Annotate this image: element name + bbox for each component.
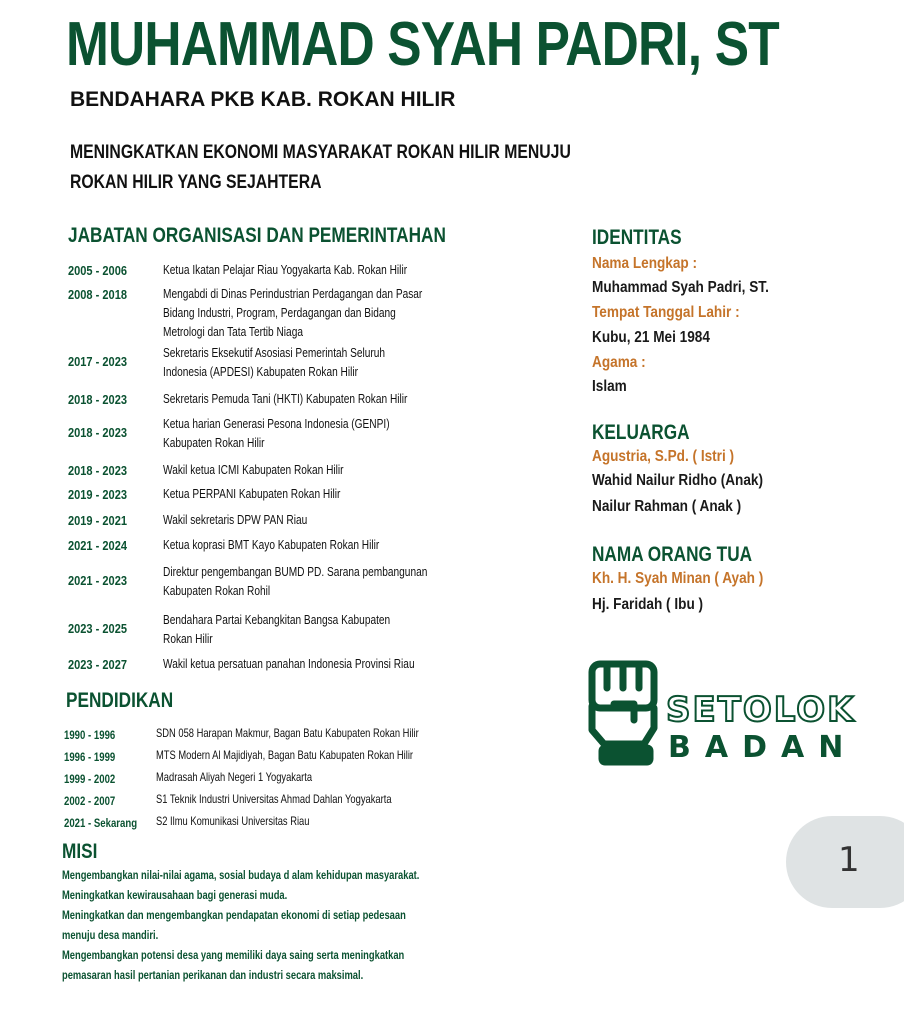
- misi-line: pemasaran hasil pertanian perikanan dan industri secara maksimal.: [62, 968, 364, 982]
- jabatan-description: Bidang Industri, Program, Perdagangan dan Bidang: [163, 305, 396, 320]
- page-number: 1: [838, 840, 860, 880]
- jabatan-years: 2021 - 2023: [68, 573, 127, 588]
- pendidikan-years: 1999 - 2002: [64, 772, 116, 786]
- name-label: Nama Lengkap :: [592, 255, 698, 272]
- jabatan-years: 2018 - 2023: [68, 463, 127, 478]
- ttl-label: Tempat Tanggal Lahir :: [592, 304, 740, 321]
- jabatan-years: 2017 - 2023: [68, 354, 127, 369]
- misi-title: MISI: [62, 840, 98, 863]
- spouse: Agustria, S.Pd. ( Istri ): [592, 448, 735, 465]
- jabatan-title: JABATAN ORGANISASI DAN PEMERINTAHAN: [68, 224, 446, 247]
- child-1: Wahid Nailur Ridho (Anak): [592, 472, 764, 489]
- jabatan-description: Ketua PERPANI Kabupaten Rokan Hilir: [163, 486, 341, 501]
- misi-line: menuju desa mandiri.: [62, 928, 159, 942]
- pendidikan-title: PENDIDIKAN: [66, 689, 174, 712]
- jabatan-years: 2018 - 2023: [68, 392, 127, 407]
- pendidikan-years: 1990 - 1996: [64, 728, 116, 742]
- agama-value: Islam: [592, 378, 627, 395]
- pendidikan-years: 2002 - 2007: [64, 794, 116, 808]
- jabatan-description: Kabupaten Rokan Rohil: [163, 583, 271, 598]
- motto: [70, 138, 571, 198]
- agama-label: Agama :: [592, 354, 646, 371]
- setolok-badan-logo: [584, 658, 864, 768]
- jabatan-years: 2023 - 2025: [68, 621, 127, 636]
- jabatan-description: Kabupaten Rokan Hilir: [163, 435, 265, 450]
- jabatan-description: Wakil sekretaris DPW PAN Riau: [163, 512, 308, 527]
- jabatan-description: Indonesia (APDESI) Kabupaten Rokan Hilir: [163, 364, 359, 379]
- father: Kh. H. Syah Minan ( Ayah ): [592, 570, 764, 587]
- jabatan-description: Sekretaris Eksekutif Asosiasi Pemerintah Seluruh: [163, 345, 386, 360]
- name-value: Muhammad Syah Padri, ST.: [592, 279, 769, 296]
- jabatan-description: Direktur pengembangan BUMD PD. Sarana pembangunan: [163, 564, 428, 579]
- candidate-name: MUHAMMAD SYAH PADRI, ST: [66, 10, 779, 79]
- mother: Hj. Faridah ( Ibu ): [592, 596, 704, 613]
- orangtua-title: NAMA ORANG TUA: [592, 543, 753, 566]
- misi-line: Mengembangkan nilai-nilai agama, sosial budaya d alam kehidupan masyarakat.: [62, 868, 420, 882]
- keluarga-title: KELUARGA: [592, 421, 690, 444]
- motto-line-2: ROKAN HILIR YANG SEJAHTERA: [70, 172, 322, 193]
- jabatan-years: 2023 - 2027: [68, 657, 127, 672]
- pendidikan-school: S1 Teknik Industri Universitas Ahmad Dahlan Yogyakarta: [156, 792, 392, 806]
- jabatan-description: Bendahara Partai Kebangkitan Bangsa Kabupaten: [163, 612, 391, 627]
- misi-line: Mengembangkan potensi desa yang memiliki daya saing serta meningkatkan: [62, 948, 405, 962]
- logo-text-2: BADAN: [668, 730, 858, 765]
- jabatan-years: 2018 - 2023: [68, 425, 127, 440]
- jabatan-description: Metrologi dan Tata Tertib Niaga: [163, 324, 303, 339]
- jabatan-years: 2021 - 2024: [68, 538, 127, 553]
- jabatan-description: Ketua harian Generasi Pesona Indonesia (GENPI): [163, 416, 390, 431]
- pendidikan-years: 2021 - Sekarang: [64, 816, 138, 830]
- jabatan-description: Sekretaris Pemuda Tani (HKTI) Kabupaten Rokan Hilir: [163, 391, 408, 406]
- ttl-value: Kubu, 21 Mei 1984: [592, 329, 710, 346]
- pendidikan-years: 1996 - 1999: [64, 750, 116, 764]
- jabatan-description: Ketua koprasi BMT Kayo Kabupaten Rokan Hilir: [163, 537, 380, 552]
- misi-line: Meningkatkan dan mengembangkan pendapatan ekonomi di setiap pedesaan: [62, 908, 406, 922]
- motto-line-1: MENINGKATKAN EKONOMI MASYARAKAT ROKAN HILIR MENUJU: [70, 142, 571, 163]
- jabatan-description: Mengabdi di Dinas Perindustrian Perdagangan dan Pasar: [163, 286, 423, 301]
- pendidikan-school: S2 Ilmu Komunikasi Universitas Riau: [156, 814, 310, 828]
- logo-text-1: SETOLOK: [666, 690, 856, 730]
- jabatan-years: 2019 - 2023: [68, 487, 127, 502]
- child-2: Nailur Rahman ( Anak ): [592, 498, 742, 515]
- jabatan-years: 2005 - 2006: [68, 263, 127, 278]
- jabatan-description: Wakil ketua persatuan panahan Indonesia Provinsi Riau: [163, 656, 415, 671]
- jabatan-years: 2019 - 2021: [68, 513, 127, 528]
- jabatan-years: 2008 - 2018: [68, 287, 127, 302]
- pendidikan-school: SDN 058 Harapan Makmur, Bagan Batu Kabupaten Rokan Hilir: [156, 726, 419, 740]
- identitas-title: IDENTITAS: [592, 226, 682, 249]
- jabatan-description: Rokan Hilir: [163, 631, 213, 646]
- jabatan-description: Wakil ketua ICMI Kabupaten Rokan Hilir: [163, 462, 344, 477]
- candidate-role: BENDAHARA PKB KAB. ROKAN HILIR: [70, 88, 456, 111]
- pendidikan-school: MTS Modern Al Majidiyah, Bagan Batu Kabupaten Rokan Hilir: [156, 748, 414, 762]
- jabatan-description: Ketua Ikatan Pelajar Riau Yogyakarta Kab. Rokan Hilir: [163, 262, 408, 277]
- pendidikan-school: Madrasah Aliyah Negeri 1 Yogyakarta: [156, 770, 313, 784]
- misi-line: Meningkatkan kewirausahaan bagi generasi muda.: [62, 888, 288, 902]
